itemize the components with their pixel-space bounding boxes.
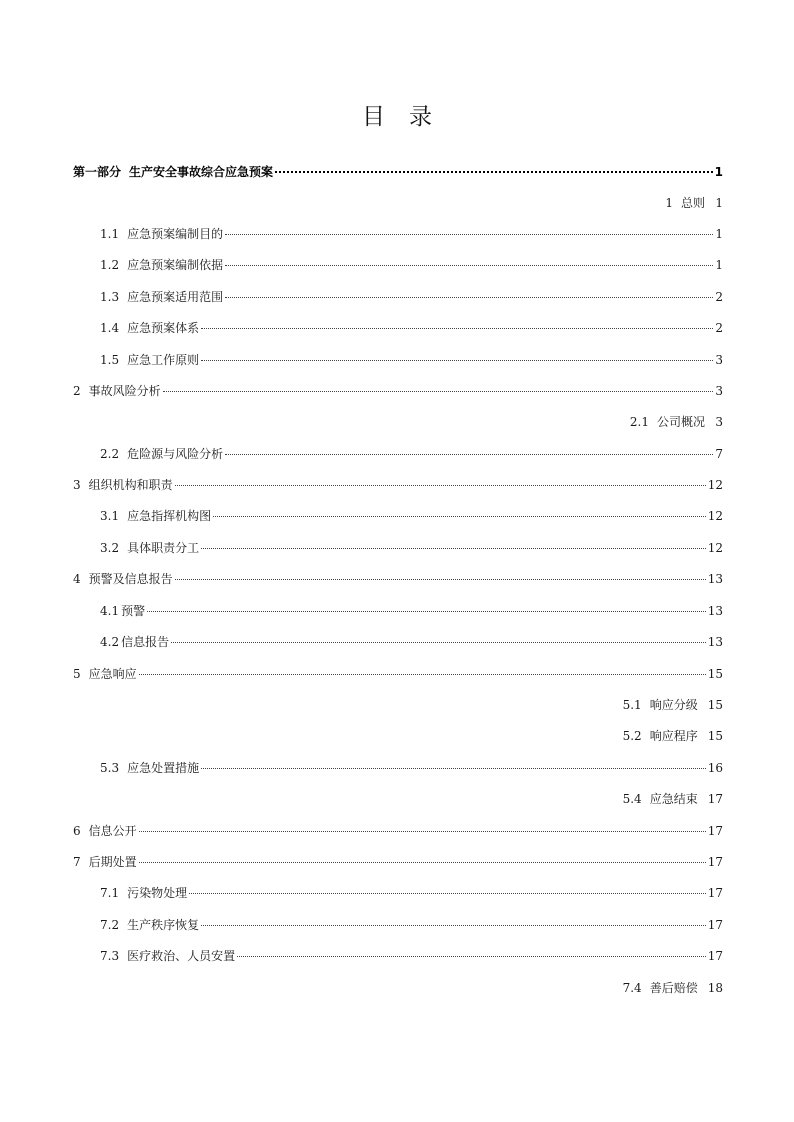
toc-entry-number: 1.3 [100, 290, 120, 304]
toc-entry-page: 13 [707, 604, 723, 618]
toc-entry-title: 应急预案适用范围 [127, 290, 224, 304]
toc-entry-number: 4.2 [100, 635, 120, 649]
toc-entry-title: 医疗救治、人员安置 [127, 949, 236, 963]
toc-entry-page: 3 [715, 415, 723, 429]
toc-entry-1[interactable] [73, 193, 723, 213]
toc-entry-7-3[interactable] [73, 946, 723, 966]
dot-leader [225, 453, 713, 455]
toc-entry-title: 信息报告 [121, 635, 170, 649]
dot-leader [189, 892, 706, 894]
toc-entry-page: 1 [714, 165, 723, 179]
toc-entry-title: 事故风险分析 [88, 384, 161, 398]
toc-entry-title: 善后赔偿 [649, 981, 698, 995]
toc-entry-number: 1.4 [100, 321, 120, 335]
dot-leader [225, 233, 713, 235]
toc-entry-page: 7 [715, 447, 723, 461]
toc-entry-number: 5.3 [100, 761, 120, 775]
toc-entry-1-4[interactable] [73, 318, 723, 338]
toc-entry-title: 响应分级 [649, 698, 698, 712]
toc-entry-number: 7.1 [100, 886, 120, 900]
page-title: 目录 [362, 104, 456, 130]
toc-entry-page: 15 [707, 667, 723, 681]
toc-entry-page: 16 [707, 761, 723, 775]
dot-leader [175, 484, 706, 486]
toc-entry-number: 7.4 [622, 981, 642, 995]
toc-entry-5-1[interactable] [73, 695, 723, 715]
toc-entry-4[interactable] [73, 569, 723, 589]
dot-leader [201, 924, 706, 926]
toc-entry-number: 4 [73, 572, 81, 586]
toc-entry-number: 5.2 [622, 729, 642, 743]
toc-entry-title: 应急处置措施 [127, 761, 200, 775]
dot-leader [237, 955, 706, 957]
toc-entry-5-3[interactable] [73, 758, 723, 778]
toc-entry-page: 17 [707, 918, 723, 932]
toc-entry-number: 2 [73, 384, 81, 398]
toc-entry-page: 12 [707, 541, 723, 555]
toc-entry-page: 2 [715, 321, 723, 335]
toc-entry-title: 具体职责分工 [127, 541, 200, 555]
dot-leader [147, 610, 706, 612]
dot-leader [213, 515, 706, 517]
toc-entry-page: 1 [715, 196, 723, 210]
toc-entry-1-1[interactable] [73, 224, 723, 244]
toc-entry-page: 13 [707, 635, 723, 649]
toc-entry-3-1[interactable] [73, 506, 723, 526]
toc-entry-1-5[interactable] [73, 350, 723, 370]
toc-entry-title: 应急预案体系 [127, 321, 200, 335]
toc-entry-4-2[interactable] [73, 632, 723, 652]
toc-entry-title: 应急结束 [649, 792, 698, 806]
toc-entry-5[interactable] [73, 664, 723, 684]
toc-entry-page: 1 [715, 227, 723, 241]
toc-entry-page: 18 [707, 981, 723, 995]
toc-entry-title: 响应程序 [649, 729, 698, 743]
toc-entry-title: 信息公开 [88, 824, 137, 838]
dot-leader [139, 830, 706, 832]
toc-entry-page: 3 [715, 353, 723, 367]
toc-entry-number: 第一部分 [73, 165, 122, 179]
toc-entry-page: 2 [715, 290, 723, 304]
toc-entry-number: 5 [73, 667, 81, 681]
toc-entry-number: 5.1 [622, 698, 642, 712]
toc-entry-page: 1 [715, 258, 723, 272]
toc-entry-number: 1.5 [100, 353, 120, 367]
toc-entry-title: 生产秩序恢复 [127, 918, 200, 932]
toc-entry-number: 1.2 [100, 258, 120, 272]
toc-entry-title: 总则 [680, 196, 705, 210]
toc-entry-title: 生产安全事故综合应急预案 [129, 165, 274, 179]
dot-leader [201, 547, 706, 549]
toc-entry-3[interactable] [73, 475, 723, 495]
toc-entry-number: 6 [73, 824, 81, 838]
dot-leader [175, 578, 706, 580]
toc-entry-page: 15 [707, 698, 723, 712]
toc-entry-number: 2.1 [629, 415, 649, 429]
toc-entry-3-2[interactable] [73, 538, 723, 558]
toc-entry-title: 应急响应 [88, 667, 137, 681]
toc-entry-title: 预警及信息报告 [88, 572, 173, 586]
toc-entry-page: 3 [715, 384, 723, 398]
dot-leader [139, 673, 706, 675]
toc-entry-page: 17 [707, 855, 723, 869]
toc-entry-number: 2.2 [100, 447, 120, 461]
toc-entry-page: 12 [707, 509, 723, 523]
dot-leader [139, 861, 706, 863]
toc-entry-5-4[interactable] [73, 789, 723, 809]
toc-entry-1-2[interactable] [73, 255, 723, 275]
toc-entry-7-1[interactable] [73, 883, 723, 903]
toc-entry-number: 1 [665, 196, 673, 210]
dot-leader [225, 264, 713, 266]
toc-entry-number: 4.1 [100, 604, 120, 618]
toc-entry-title: 应急预案编制目的 [127, 227, 224, 241]
toc-entry-title: 应急工作原则 [127, 353, 200, 367]
toc-entry-7-2[interactable] [73, 915, 723, 935]
toc-entry-number: 7 [73, 855, 81, 869]
toc-entry-title: 危险源与风险分析 [127, 447, 224, 461]
toc-entry-title: 应急指挥机构图 [127, 509, 212, 523]
toc-entry-page: 15 [707, 729, 723, 743]
toc-entry-number: 7.3 [100, 949, 120, 963]
toc-entry-page: 17 [707, 792, 723, 806]
toc-entry-4-1[interactable] [73, 601, 723, 621]
toc-entry-title: 应急预案编制依据 [127, 258, 224, 272]
toc-entry-page: 13 [707, 572, 723, 586]
toc-entry-5-2[interactable] [73, 726, 723, 746]
dot-leader [225, 296, 713, 298]
dot-leader [201, 359, 713, 361]
toc-entry-2-1[interactable] [73, 412, 723, 432]
toc-entry-number: 3.1 [100, 509, 120, 523]
toc-entry-title: 污染物处理 [127, 886, 188, 900]
toc-entry-1-3[interactable] [73, 287, 723, 307]
toc-entry-number: 1.1 [100, 227, 120, 241]
toc-entry-7-4[interactable] [73, 978, 723, 998]
toc-entry-title: 组织机构和职责 [88, 478, 173, 492]
toc-entry-number: 5.4 [622, 792, 642, 806]
toc-entry-6[interactable] [73, 821, 723, 841]
dot-leader [163, 390, 713, 392]
toc-entry-2-2[interactable] [73, 444, 723, 464]
toc-entry-part-1[interactable] [73, 162, 723, 182]
toc-entry-2[interactable] [73, 381, 723, 401]
toc-entry-number: 3 [73, 478, 81, 492]
dot-leader [275, 170, 713, 173]
toc-entry-page: 17 [707, 886, 723, 900]
toc-entry-page: 17 [707, 824, 723, 838]
dot-leader [201, 767, 706, 769]
dot-leader [171, 641, 706, 643]
toc-entry-number: 7.2 [100, 918, 120, 932]
toc-entry-page: 17 [707, 949, 723, 963]
toc-entry-title: 公司概况 [656, 415, 705, 429]
toc-entry-title: 后期处置 [88, 855, 137, 869]
toc-entry-7[interactable] [73, 852, 723, 872]
toc-entry-number: 3.2 [100, 541, 120, 555]
toc-entry-page: 12 [707, 478, 723, 492]
dot-leader [201, 327, 713, 329]
toc-entry-title: 预警 [121, 604, 146, 618]
